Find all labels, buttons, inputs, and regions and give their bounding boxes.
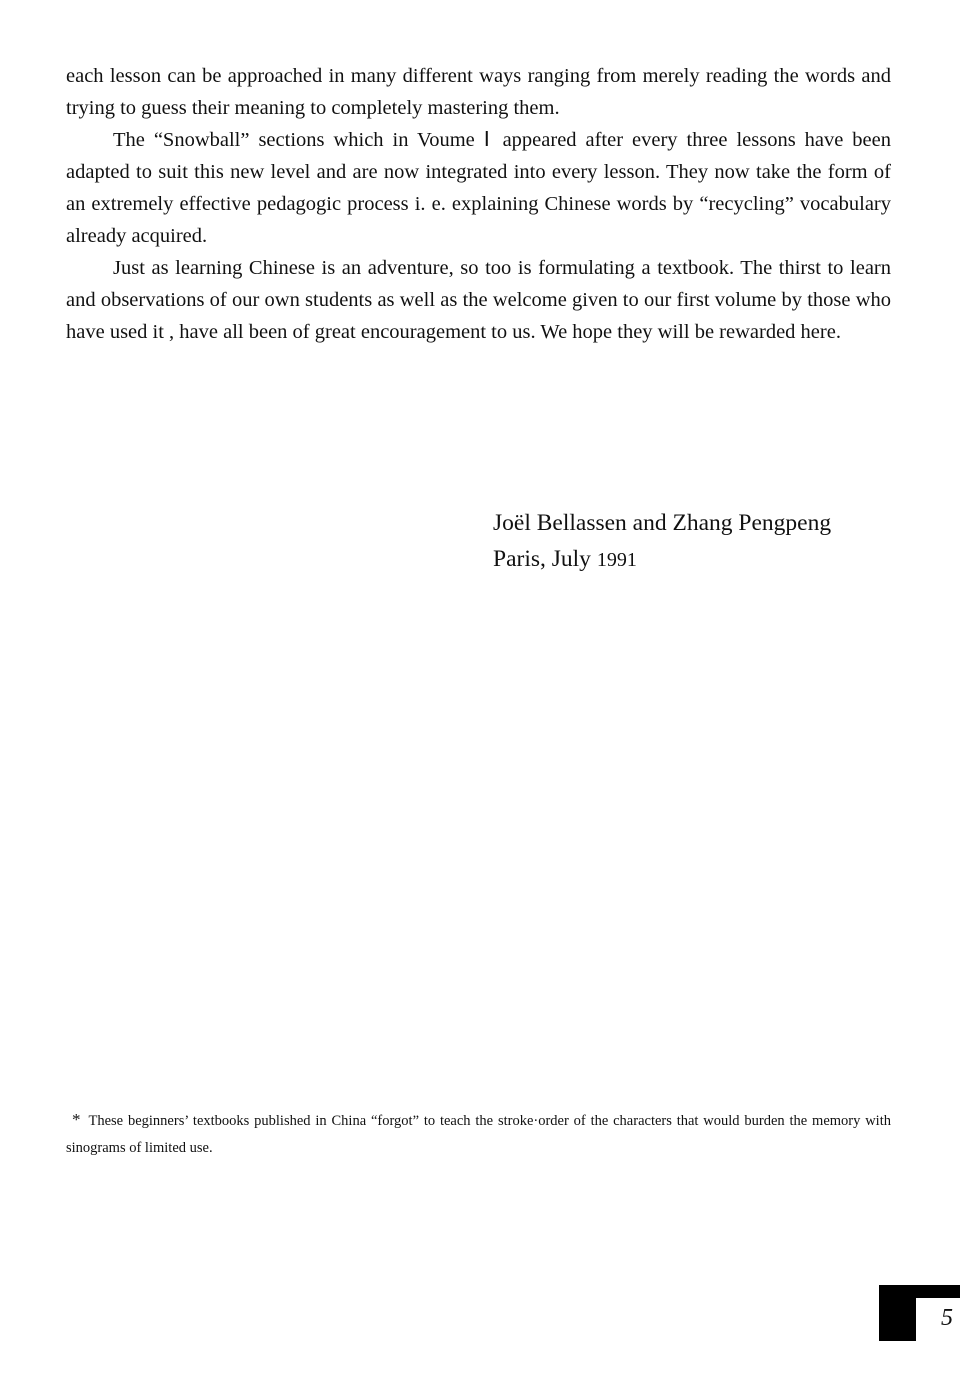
signature-block (493, 505, 831, 578)
body-text (66, 60, 891, 348)
footnote-text: These beginners’ textbooks published in China “forgot” to teach the stroke·order of the characters that would burden the memory with sinograms of limited use. (66, 1113, 891, 1156)
signature-place-date (493, 541, 831, 578)
paragraph-2: The “Snowball” sections which in Voume Ⅰ appeared after every three lessons have been adapted to suit this new level and are now integrated into every lesson. They now take the form of an extremely effective pedagogic process i. e. explaining Chinese words by “recycling” vocabulary already acquired. (66, 129, 891, 247)
page-number: 5 (941, 1305, 953, 1331)
paragraph-3: Just as learning Chinese is an adventure, so too is formulating a textbook. The thirst to learn and observations of our own students as well as the welcome given to our first volume by those who have used it , have all been of great encouragement to us. We hope they will be rewarded here. (66, 257, 891, 343)
paragraph-1: each lesson can be approached in many different ways ranging from merely reading the words and trying to guess their meaning to completely mastering them. (66, 65, 891, 119)
page-tab-bar (879, 1285, 960, 1298)
signature-year: 1991 (596, 549, 637, 571)
footnote (66, 1106, 891, 1162)
signature-place-month: Paris, July (493, 546, 597, 572)
footnote-asterisk: * (72, 1110, 81, 1129)
signature-authors: Joël Bellassen and Zhang Pengpeng (493, 510, 832, 536)
